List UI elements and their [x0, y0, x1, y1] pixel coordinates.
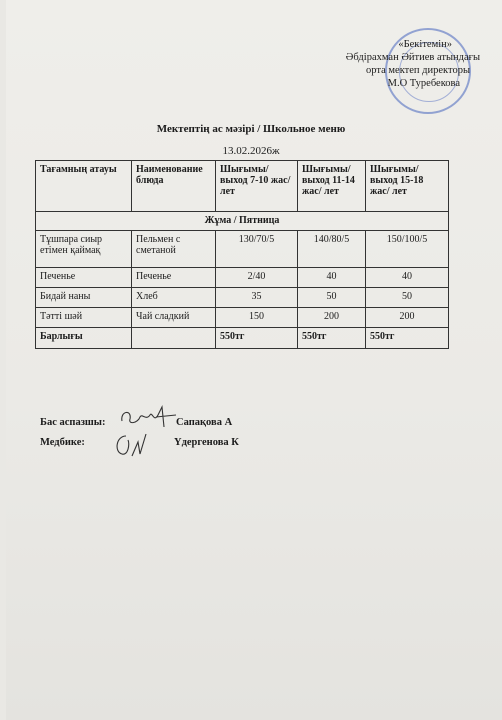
header-dish-kz: Тағамның атауы	[36, 161, 132, 212]
day-label: Жұма / Пятница	[36, 212, 449, 231]
header-dish-ru: Наименование блюда	[132, 161, 216, 212]
header-portion-15-18: Шығымы/ выход 15-18 жас/ лет	[366, 161, 449, 212]
portion-7-10: 2/40	[216, 268, 298, 288]
approval-block	[290, 38, 480, 90]
table-row	[36, 288, 449, 308]
approval-position: орта мектеп директоры	[366, 65, 470, 76]
portion-11-14: 40	[298, 268, 366, 288]
header-portion-11-14: Шығымы/ выход 11-14 жас/ лет	[298, 161, 366, 212]
dish-ru: Пельмен с сметаной	[132, 231, 216, 268]
cook-label: Бас аспазшы:	[40, 417, 106, 428]
total-11-14: 550тг	[298, 328, 366, 349]
total-15-18: 550тг	[366, 328, 449, 349]
portion-7-10: 130/70/5	[216, 231, 298, 268]
dish-ru: Печенье	[132, 268, 216, 288]
dish-kz: Бидай наны	[36, 288, 132, 308]
portion-15-18: 50	[366, 288, 449, 308]
approval-director: М.О Туребекова	[387, 78, 460, 89]
portion-15-18: 150/100/5	[366, 231, 449, 268]
cook-name: Сапақова А	[176, 417, 233, 428]
table-row	[36, 268, 449, 288]
cook-signature	[118, 403, 178, 431]
menu-table	[35, 160, 449, 349]
total-empty	[132, 328, 216, 349]
dish-kz: Печенье	[36, 268, 132, 288]
nurse-signature	[112, 428, 152, 464]
table-row	[36, 308, 449, 328]
portion-15-18: 40	[366, 268, 449, 288]
portion-11-14: 140/80/5	[298, 231, 366, 268]
total-row	[36, 328, 449, 349]
total-label: Барлығы	[36, 328, 132, 349]
header-portion-7-10: Шығымы/ выход 7-10 жас/ лет	[216, 161, 298, 212]
approval-school: Әбдірахман Әйтиев атындағы	[345, 52, 480, 63]
nurse-label: Медбике:	[40, 437, 85, 448]
table-row	[36, 231, 449, 268]
dish-kz: Тәтті шәй	[36, 308, 132, 328]
dish-ru: Хлеб	[132, 288, 216, 308]
portion-7-10: 35	[216, 288, 298, 308]
portion-11-14: 200	[298, 308, 366, 328]
portion-15-18: 200	[366, 308, 449, 328]
menu-date: 13.02.2026ж	[222, 145, 280, 157]
menu-title: Мектептің ас мәзірі / Школьное меню	[156, 123, 346, 135]
dish-ru: Чай сладкий	[132, 308, 216, 328]
dish-kz: Тұшпара сиыр етімен қаймақ	[36, 231, 132, 268]
portion-7-10: 150	[216, 308, 298, 328]
portion-11-14: 50	[298, 288, 366, 308]
total-7-10: 550тг	[216, 328, 298, 349]
approval-heading: «Бекітемін»	[398, 39, 452, 50]
day-row	[36, 212, 449, 231]
table-header-row	[36, 161, 449, 212]
nurse-name: Үдергенова К	[174, 437, 239, 448]
